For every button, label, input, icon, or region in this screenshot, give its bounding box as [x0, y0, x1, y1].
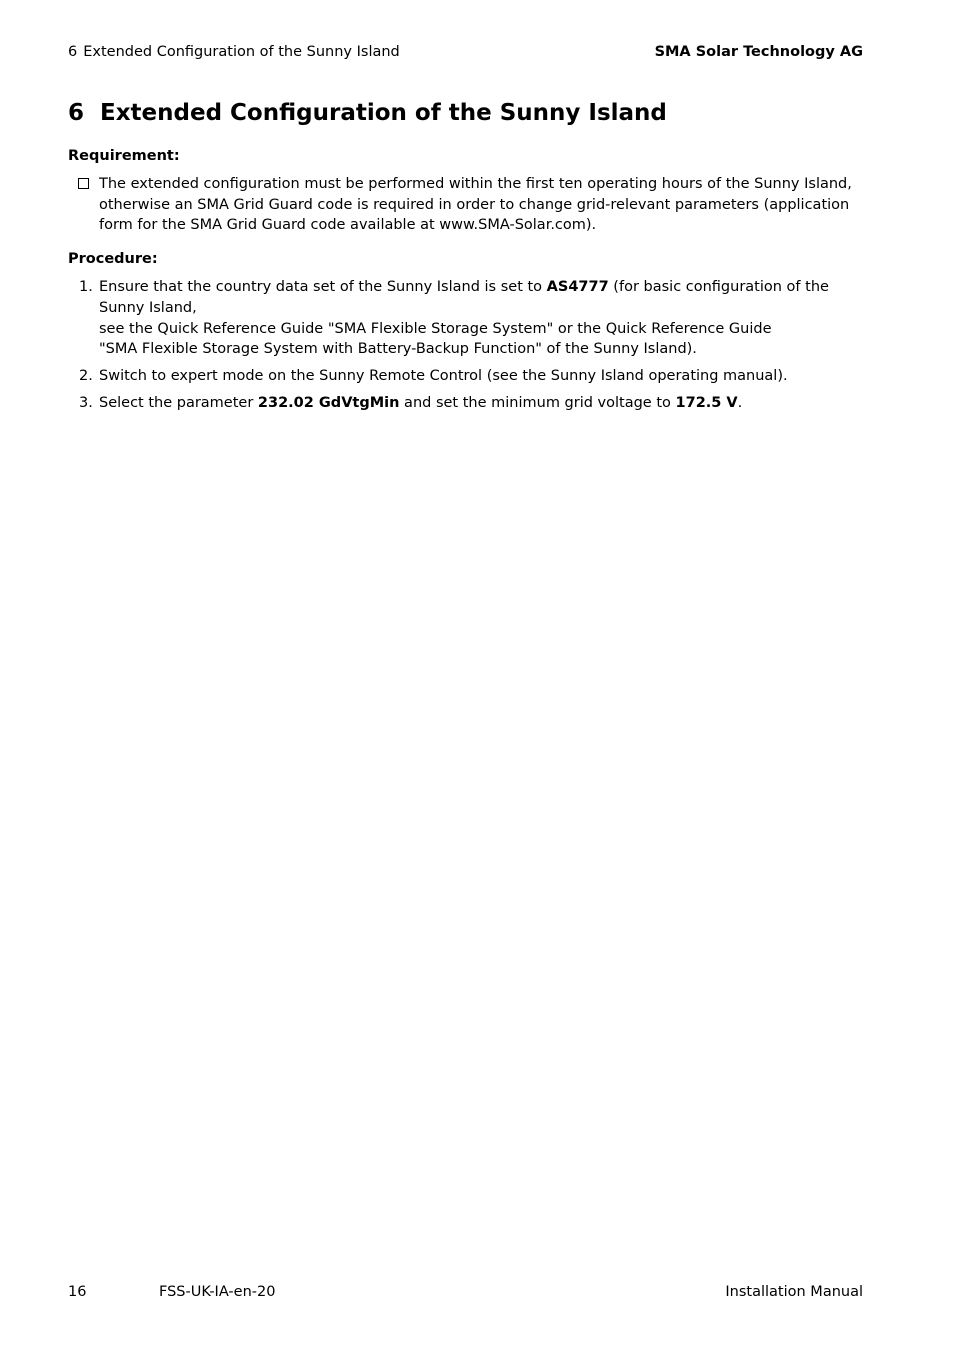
section-number: 6	[68, 100, 85, 126]
voltage-value: 172.5 V	[675, 394, 738, 411]
step-3-text-post: .	[737, 394, 743, 411]
page-title	[68, 100, 667, 126]
country-data-set-value: AS4777	[546, 278, 609, 295]
procedure-steps	[68, 277, 863, 414]
requirement-text: The extended configuration must be performed within the first ten operating hours of the Sunny Island, otherwise an SMA Grid Guard code is required in order to change grid-relevant parameters (application form for the SMA Grid Guard code available at www.SMA-Solar.com).	[99, 175, 852, 234]
procedure-step-1	[68, 277, 863, 360]
step-1-text-pre: Ensure that the country data set of the Sunny Island is set to	[99, 278, 547, 295]
step-1-line-2: see the Quick Reference Guide "SMA Flexible Storage System" or the Quick Reference Guide	[99, 320, 772, 337]
header-chapter-number: 6	[68, 44, 78, 60]
footer-doc-type: Installation Manual	[725, 1284, 863, 1300]
requirement-item	[68, 174, 863, 236]
requirement-label: Requirement:	[68, 148, 180, 164]
main-content	[68, 146, 863, 420]
checkbox-icon	[78, 178, 89, 189]
running-header-company: SMA Solar Technology AG	[654, 44, 863, 60]
step-number: 1.	[79, 278, 93, 295]
step-3-text-mid: and set the minimum grid voltage to	[399, 394, 676, 411]
procedure-step-2	[68, 366, 863, 387]
step-number: 2.	[79, 368, 93, 385]
step-number: 3.	[79, 394, 93, 411]
running-header-chapter	[68, 44, 400, 60]
step-2-text: Switch to expert mode on the Sunny Remote Control (see the Sunny Island operating manual).	[99, 368, 788, 385]
footer-doc-code: FSS-UK-IA-en-20	[159, 1284, 276, 1300]
step-1-text-post: (for basic configuration of the Sunny Island,	[99, 278, 829, 316]
footer-page-number: 16	[68, 1284, 87, 1300]
header-chapter-title: Extended Configuration of the Sunny Island	[83, 44, 400, 60]
step-3-text-pre: Select the parameter	[99, 394, 258, 411]
procedure-label: Procedure:	[68, 251, 158, 268]
procedure-step-3	[68, 393, 863, 414]
parameter-name: 232.02 GdVtgMin	[257, 394, 400, 411]
step-1-line-1	[99, 277, 863, 319]
step-1-line-3: "SMA Flexible Storage System with Battery-Backup Function" of the Sunny Island).	[99, 341, 697, 358]
section-title: Extended Configuration of the Sunny Island	[100, 100, 667, 126]
